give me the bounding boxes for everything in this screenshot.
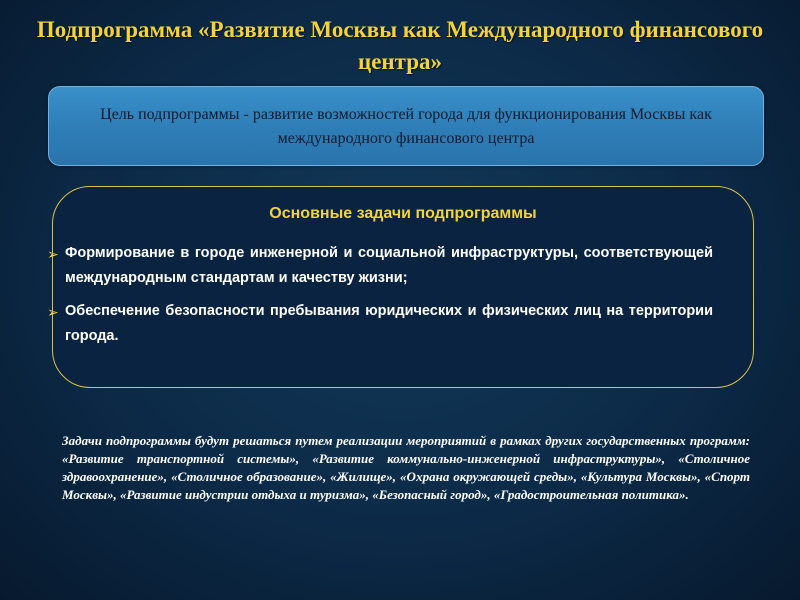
- tasks-box: [47, 186, 754, 388]
- goal-text: Цель подпрограммы - развитие возможностей города для функционирования Москвы как международного финансового центра: [100, 106, 712, 147]
- arrow-bullet-icon: ➢: [47, 247, 59, 263]
- tasks-heading: Основные задачи подпрограммы: [269, 205, 537, 222]
- task-text: Обеспечение безопасности пребывания юридических и физических лиц на территории города.: [65, 303, 713, 344]
- task-text: Формирование в городе инженерной и социальной инфраструктуры, соответствующей международным стандартам и качеству жизни;: [65, 245, 713, 286]
- programs-note: Задачи подпрограммы будут решаться путем реализации мероприятий в рамках других государственных программ: «Развитие транспортной системы», «Развитие коммунально-инженерной инфраструктуры», «Столичное здравоохранение», «Столичное образование», «Жилище», «Охрана окружающей среды», «Культура Москвы», «Спорт Москвы», «Развитие индустрии отдыха и туризма», «Безопасный город», «Градостроительная политика».: [62, 433, 750, 502]
- arrow-bullet-icon: ➢: [47, 305, 59, 321]
- goal-box: [48, 86, 764, 166]
- slide-title: Подпрограмма «Развитие Москвы как Международного финансового центра»: [36, 17, 764, 74]
